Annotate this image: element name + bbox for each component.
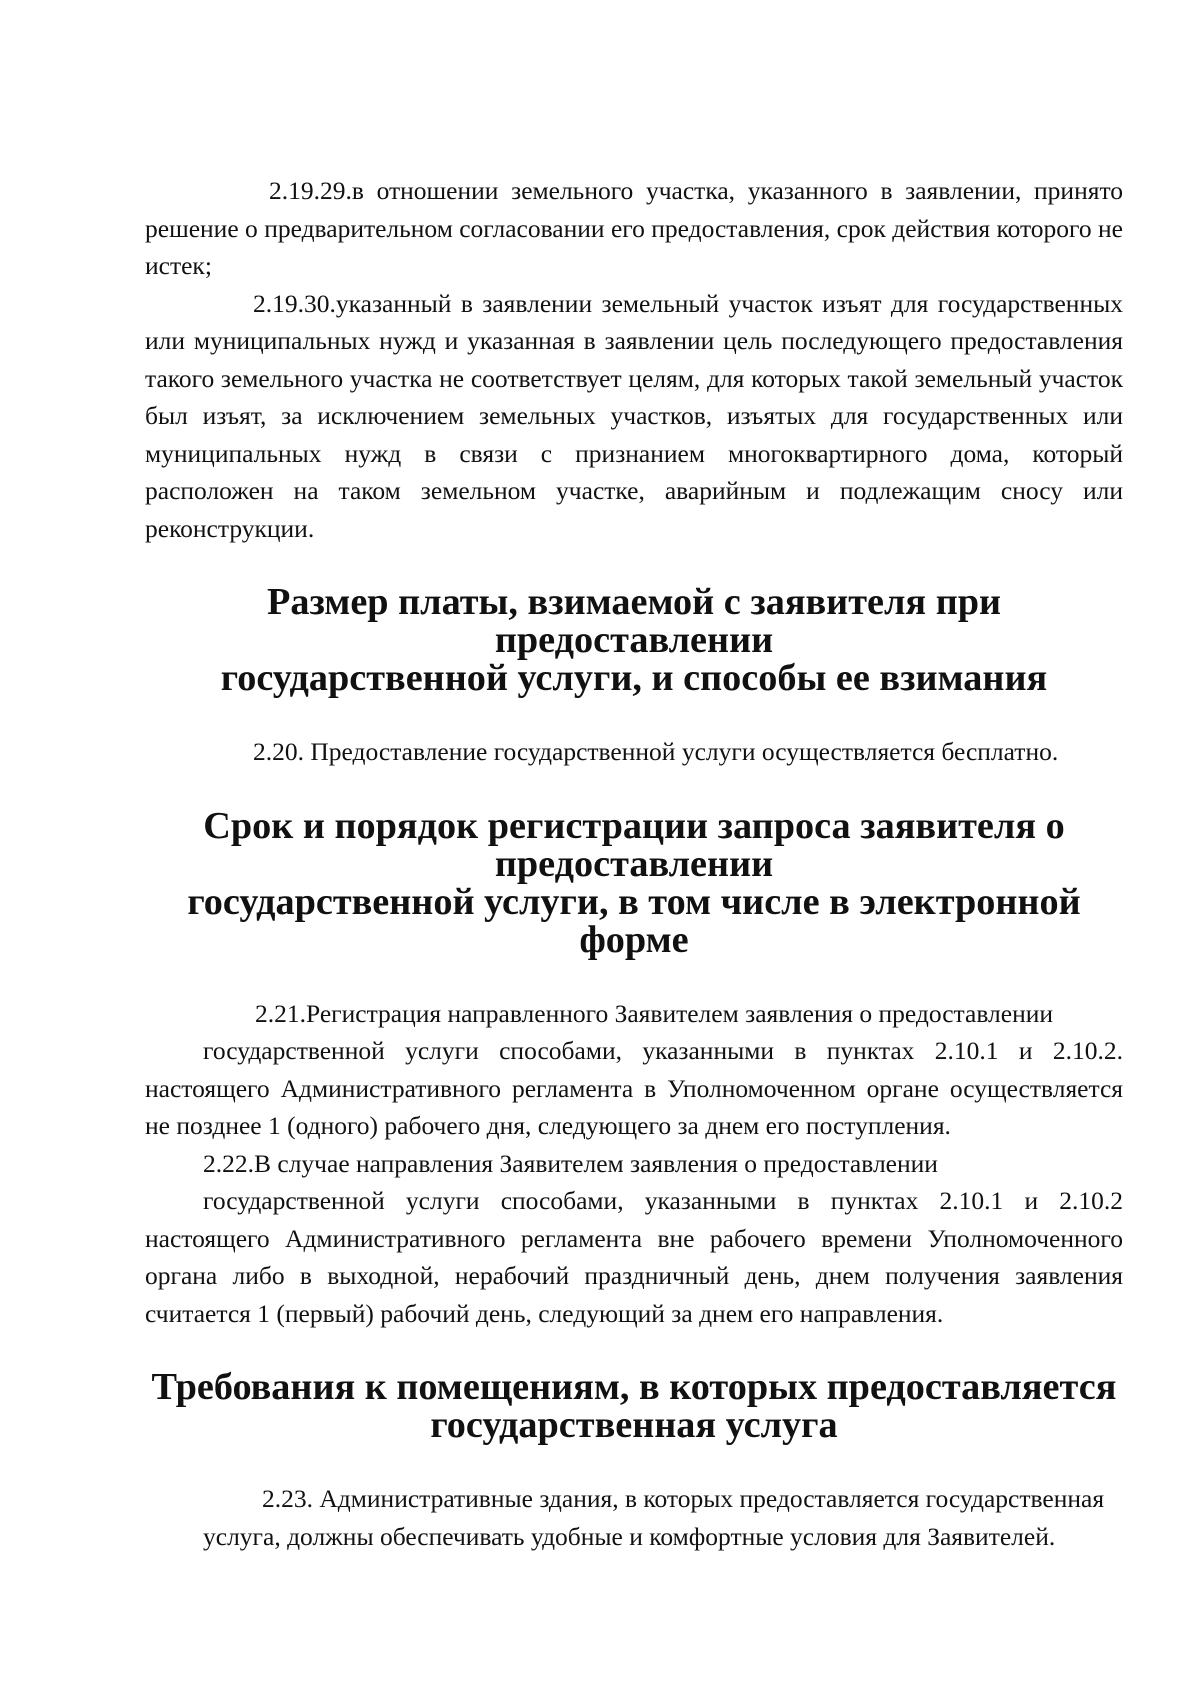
heading-registration [145,804,1123,961]
paragraph-2-20: 2.20. Предоставление государственной услуги осуществляется бесплатно. [253,737,1059,766]
heading-fee-line2: государственной услуги, и способы ее взимания [220,657,1048,699]
paragraph-2-19-30: 2.19.30.указанный в заявлении земельный участок изъят для государственных или муниципальных нужд и указанная в заявлении цель последующего предоставления такого земельного участка не соответствует целям, для которых такой земельный участок был изъят, за исключением земельных участков, изъятых для государственных или муниципальных нужд в связи с признанием многоквартирного дома, который расположен на таком земельном участке, аварийным и подлежащим сносу или реконструкции. [145,288,1123,543]
heading-registration-line1: Срок и порядок регистрации запроса заявителя о предоставлении [203,804,1065,885]
paragraph-2-23-continuation: услуга, должны обеспечивать удобные и комфортные условия для Заявителей. [203,1521,1056,1551]
heading-premises [145,1368,1123,1444]
paragraph-2-21-continuation: государственной услуги способами, указанными в пунктах 2.10.1 и 2.10.2. настоящего Административного регламента в Уполномоченном органе осуществляется не позднее 1 (одного) рабочего дня, следующего за днем его поступления. [145,1036,1123,1140]
paragraph-2-22-start: 2.22.В случае направления Заявителем заявления о предоставлении [203,1148,938,1178]
heading-registration-line2: государственной услуги, в том числе в электронной форме [187,880,1081,961]
heading-premises-line2: государственная услуга [430,1404,838,1446]
document-page [145,172,1123,1555]
paragraph-2-21-start: 2.21.Регистрация направленного Заявителем заявления о предоставлении [255,998,1054,1028]
paragraph-2-19-29: 2.19.29.в отношении земельного участка, указанного в заявлении, принято решение о предварительном согласовании его предоставления, срок действия которого не истек; [145,176,1123,280]
heading-fee [145,583,1123,697]
heading-fee-line1: Размер платы, взимаемой с заявителя при предоставлении [266,581,1002,661]
paragraph-2-23-start: 2.23. Административные здания, в которых предоставляется государственная [262,1484,1105,1513]
heading-premises-line1: Требования к помещениям, в которых предоставляется [151,1366,1117,1408]
paragraph-2-22-continuation: государственной услуги способами, указанными в пунктах 2.10.1 и 2.10.2 настоящего Административного регламента вне рабочего времени Уполномоченного органа либо в выходной, нерабочий праздничный день, днем получения заявления считается 1 (первый) рабочий день, следующий за днем его направления. [145,1186,1123,1328]
